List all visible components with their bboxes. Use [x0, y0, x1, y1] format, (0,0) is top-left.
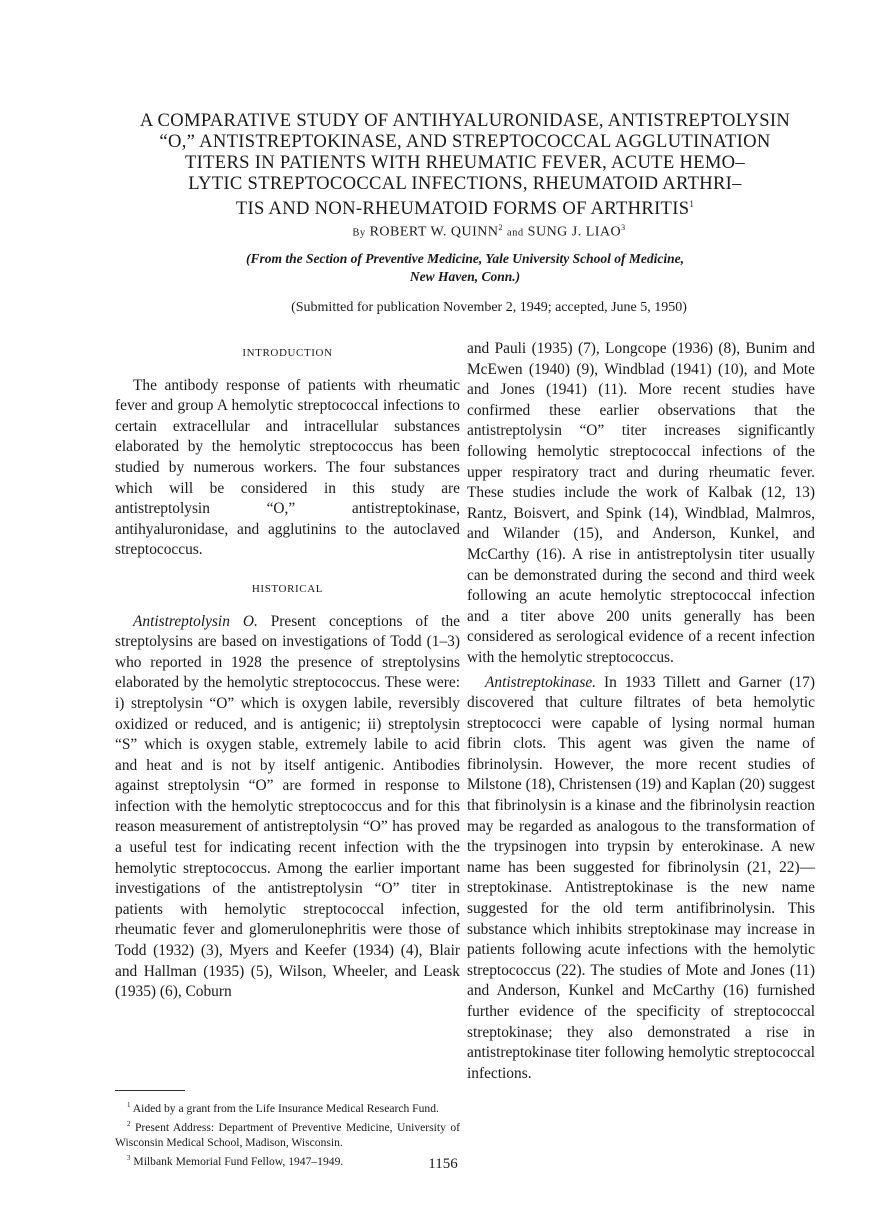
title-line: A COMPARATIVE STUDY OF ANTIHYALURONIDASE, ANTISTREPTOLYSIN: [139, 110, 791, 131]
title-line: “O,” ANTISTREPTOKINASE, AND STREPTOCOCCAL AGGLUTINATION: [159, 131, 771, 152]
footnote-mark: 1: [127, 1101, 131, 1109]
antistreptolysin-paragraph: [115, 612, 460, 1003]
title-line: TIS AND NON-RHEUMATOID FORMS OF ARTHRITIS$^1$: [235, 198, 695, 220]
and-word: and: [507, 227, 524, 239]
continuation-paragraph: and Pauli (1935) (7), Longcope (1936) (8), Bunim and McEwen (1940) (9), Windblad (1941) (10), and Mote and Jones (1941) (11). More recent studies have confirmed these earlier observations that the antistreptolysin “O” titer increases significantly following hemolytic streptococcal infections of the upper respiratory tract and during rheumatic fever. These studies include the work of Kalbak (12, 13) Rantz, Boisvert, and Spink (14), Windblad, Malmros, and Wilander (15), and Anderson, Kunkel, and McCarthy (16). A rise in antistreptolysin titer usually can be demonstrated during the second and third week following an acute hemolytic streptococcal infection and a titer above 200 units generally has been considered as serological evidence of a recent infection with the hemolytic streptococcus.: [467, 340, 815, 666]
antistreptokinase-paragraph: [467, 673, 815, 1085]
footnote-text: Aided by a grant from the Life Insurance Medical Research Fund.: [132, 1101, 439, 1115]
paragraph-body: In 1933 Tillett and Garner (17) discovered that culture filtrates of beta hemolytic streptococci were capable of lysing normal human fibrin clots. This agent was given the name of fibrinolysin. However, the more recent studies of Milstone (18), Christensen (19) and Kaplan (20) suggest that fibrinolysin is a kinase and the fibrinolysin reaction may be regarded as analogous to the transformation of the trypsinogen into trypsin by enterokinase. A new name has been suggested for fibrinolysin (21, 22)—streptokinase. Antistreptokinase is the new name suggested for the old term antifibrinolysin. This substance which inhibits streptokinase may increase in patients following acute infections with the hemolytic streptococcus (22). The studies of Mote and Jones (11) and Anderson, Kunkel and McCarthy (16) furnished further evidence of the specificity of streptococcal streptokinase; they also demonstrated a rise in antistreptokinase titer following hemolytic streptococcal infections.: [467, 673, 815, 1082]
footnote-mark: 3: [127, 1154, 131, 1163]
footnote: [115, 1098, 460, 1116]
by-word: By: [352, 227, 366, 239]
right-column: [467, 339, 815, 1084]
footnote-text: Milbank Memorial Fund Fellow, 1947–1949.: [133, 1155, 344, 1169]
author-footnote-mark: 3: [621, 223, 626, 232]
title-line: LYTIC STREPTOCOCCAL INFECTIONS, RHEUMATOID ARTHRI–: [188, 173, 742, 194]
paragraph-lead: Antistreptokinase.: [485, 673, 596, 691]
affiliation-line: New Haven, Conn.): [409, 269, 521, 284]
footnote-mark: 2: [127, 1120, 131, 1129]
footnote-text: Present Address: Department of Preventive Medicine, University of Wisconsin Medical School, Madison, Wisconsin.: [115, 1121, 460, 1149]
page-number: 1156: [428, 1156, 458, 1172]
author-name: SUNG J. LIAO: [527, 224, 622, 240]
affiliation-line: (From the Section of Preventive Medicine, Yale University School of Medicine,: [246, 251, 684, 266]
article-title: [100, 110, 830, 219]
paragraph-lead: Antistreptolysin O.: [133, 612, 258, 630]
section-heading-historical: HISTORICAL: [251, 582, 324, 595]
paragraph-body: Present conceptions of the streptolysins are based on investigations of Todd (1–3) who reported in 1928 the presence of streptolysins elaborated by the hemolytic streptococcus. These were: i) streptolysin “O” which is oxygen labile, reversibly oxidized or reduced, and is antigenic; ii) streptolysin “S” which is oxygen stable, extremely labile to acid and heat and is not by itself antigenic. Antibodies against streptolysin “O” are formed in response to infection with the hemolytic streptococcus and for this reason measurement of antistreptolysin “O” has proved a useful test for indicating recent infection with the hemolytic streptococcus. Among the earlier important investigations of the antistreptolysin “O” titer in patients with hemolytic streptococcal infection, rheumatic fever and glomerulonephritis were those of Todd (1932) (3), Myers and Keefer (1934) (4), Blair and Hallman (1935) (5), Wilson, Wheeler, and Leask (1935) (6), Coburn: [115, 612, 460, 1001]
title-footnote-mark: 1: [689, 199, 695, 209]
footnote-divider: [115, 1090, 185, 1091]
affiliation: [200, 250, 730, 286]
author-name: ROBERT W. QUINN: [369, 224, 499, 240]
section-heading-introduction: INTRODUCTION: [242, 347, 333, 359]
author-footnote-mark: 2: [498, 223, 503, 232]
introduction-paragraph: The antibody response of patients with rheumatic fever and group A hemolytic streptococcal infections to certain extracellular and intracellular substances elaborated by the hemolytic streptococcus has been studied by numerous workers. The four substances which will be considered in this study are antistreptolysin “O,” antistreptokinase, antihyaluronidase, and agglutinins to the autoclaved streptococcus.: [115, 376, 460, 559]
footnote: [115, 1117, 460, 1150]
submission-dates: (Submitted for publication November 2, 1949; accepted, June 5, 1950): [291, 300, 687, 315]
author-line: [0, 223, 880, 241]
left-column: [115, 339, 460, 1003]
title-line: TITERS IN PATIENTS WITH RHEUMATIC FEVER, ACUTE HEMO–: [185, 152, 745, 173]
